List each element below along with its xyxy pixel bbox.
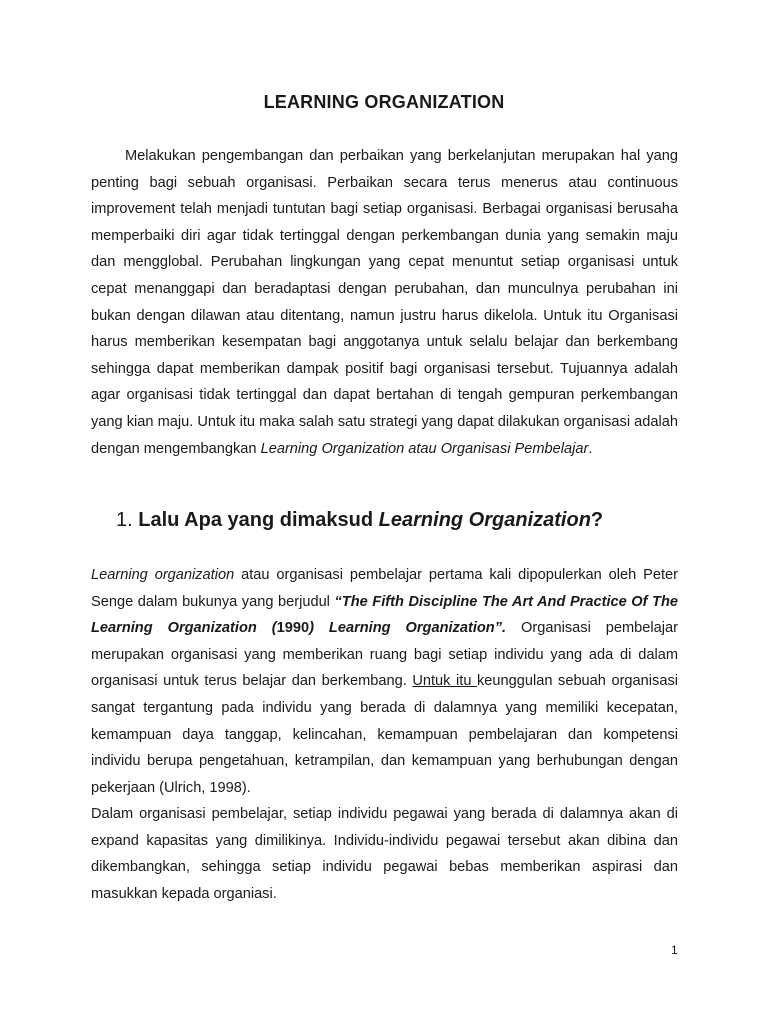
term-learning-organization: Learning organization <box>91 567 235 583</box>
underlined-phrase: Untuk itu <box>412 673 477 690</box>
intro-text: Melakukan pengembangan dan perbaikan yang berkelanjutan merupakan hal yang penting bagi sebuah organisasi. Perbaikan secara terus menerus atau continuous improvement telah menjadi tuntutan bagi setiap organisasi. Berbagai organisasi berusaha memperbaiki diri agar tidak tertinggal dengan perkembangan dunia yang semakin maju dan mengglobal. Perubahan lingkungan yang cepat menuntut setiap organisasi untuk cepat menanggapi dan beradaptasi dengan perubahan, dan munculnya perubahan ini bukan dengan dilawan atau ditentang, namun justru harus dikelola. Untuk itu Organisasi harus memberikan kesempatan bagi anggotanya untuk selalu belajar dan berkembang sehingga dapat memberikan dampak positif bagi organisasi tersebut. Tujuannya adalah agar organisasi tidak tertinggal dan dapat bertahan di tengah gempuran perkembangan yang kian maju. Untuk itu maka salah satu strategi yang dapat dilakukan organisasi adalah dengan mengembangkan <box>91 148 678 457</box>
book-year: 1990 <box>276 620 310 637</box>
closing-paragraph: Dalam organisasi pembelajar, setiap individu pegawai yang berada di dalamnya akan di expand kapasitas yang dimilikinya. Individu-individu pegawai tersebut akan dibina dan dikembangkan, sehingga setiap individu pegawai bebas memberikan aspirasi dan masukkan kepada organiasi. <box>91 806 678 902</box>
page-number: 1 <box>671 943 678 957</box>
section-heading <box>116 509 603 532</box>
definition-paragraph <box>91 562 678 801</box>
definition-text-2: Organisasi pembelajar merupakan organisasi yang memberikan ruang bagi setiap individu yang ada di dalam organisasi untuk terus belajar dan berkembang. <box>91 620 678 690</box>
intro-italic-term: Learning Organization atau Organisasi Pembelajar <box>260 440 589 457</box>
book-title-part-2: ) Learning Organization”. <box>309 620 507 637</box>
definition-text-3: keunggulan sebuah organisasi sangat tergantung pada individu yang berada di dalamnya yang memiliki kecepatan, kemampuan daya tanggap, kelincahan, kemampuan pembelajaran dan kompetensi individu berupa pengetahuan, ketrampilan, dan kemampuan yang berhubungan dengan pekerjaan (Ulrich, 1998). <box>91 673 678 796</box>
section-number: 1. <box>116 509 133 531</box>
section-heading-italic: Learning Organization <box>378 509 591 531</box>
section-heading-end: ? <box>590 509 604 531</box>
section-heading-text: Lalu Apa yang dimaksud <box>138 509 379 531</box>
intro-paragraph <box>91 143 678 462</box>
document-title: LEARNING ORGANIZATION <box>263 92 505 112</box>
intro-end: . <box>588 440 593 457</box>
book-title-part-1: “The Fifth Discipline The Art And Practice Of The Learning Organization ( <box>91 593 679 637</box>
definition-text-1: atau organisasi pembelajar pertama kali dipopulerkan oleh Peter Senge dalam bukunya yang berjudul <box>91 567 678 610</box>
